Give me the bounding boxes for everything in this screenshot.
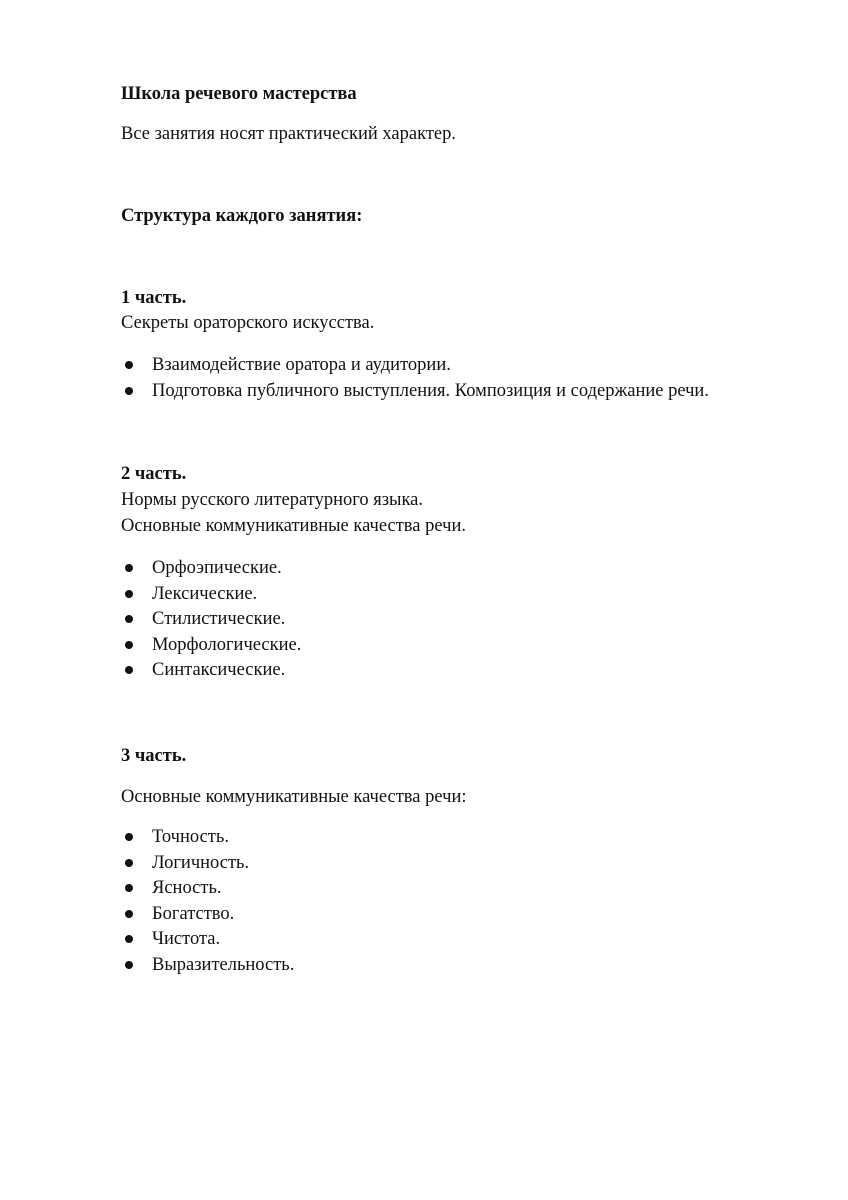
bullet-icon: [125, 361, 133, 369]
part-heading: 1 часть.: [121, 288, 187, 308]
list-item: Выразительность.: [121, 954, 294, 980]
bullet-list: [121, 354, 709, 405]
list-item: Взаимодействие оратора и аудитории.: [121, 354, 709, 380]
structure-heading: Структура каждого занятия:: [121, 206, 363, 226]
part-line: Основные коммуникативные качества речи:: [121, 787, 467, 807]
bullet-icon: [125, 859, 133, 867]
bullet-icon: [125, 910, 133, 918]
intro-text: Все занятия носят практический характер.: [121, 124, 456, 144]
list-item: Чистота.: [121, 928, 294, 954]
bullet-icon: [125, 884, 133, 892]
part-line: Основные коммуникативные качества речи.: [121, 516, 466, 536]
bullet-list: [121, 826, 294, 979]
document-title: Школа речевого мастерства: [121, 84, 357, 104]
list-item: Логичность.: [121, 852, 294, 878]
bullet-icon: [125, 935, 133, 943]
bullet-icon: [125, 961, 133, 969]
list-item: Стилистические.: [121, 608, 301, 634]
list-item: Морфологические.: [121, 634, 301, 660]
bullet-icon: [125, 833, 133, 841]
list-item: Богатство.: [121, 903, 294, 929]
bullet-list: [121, 557, 301, 685]
bullet-icon: [125, 590, 133, 598]
part-line: Секреты ораторского искусства.: [121, 313, 375, 333]
list-item: Точность.: [121, 826, 294, 852]
part-heading: 3 часть.: [121, 746, 187, 766]
bullet-icon: [125, 641, 133, 649]
bullet-icon: [125, 615, 133, 623]
list-item: Лексические.: [121, 583, 301, 609]
bullet-icon: [125, 564, 133, 572]
bullet-icon: [125, 387, 133, 395]
part-heading: 2 часть.: [121, 464, 187, 484]
list-item: Орфоэпические.: [121, 557, 301, 583]
list-item: Синтаксические.: [121, 659, 301, 685]
part-line: Нормы русского литературного языка.: [121, 490, 424, 510]
list-item: Ясность.: [121, 877, 294, 903]
list-item: Подготовка публичного выступления. Композиция и содержание речи.: [121, 380, 709, 406]
bullet-icon: [125, 666, 133, 674]
